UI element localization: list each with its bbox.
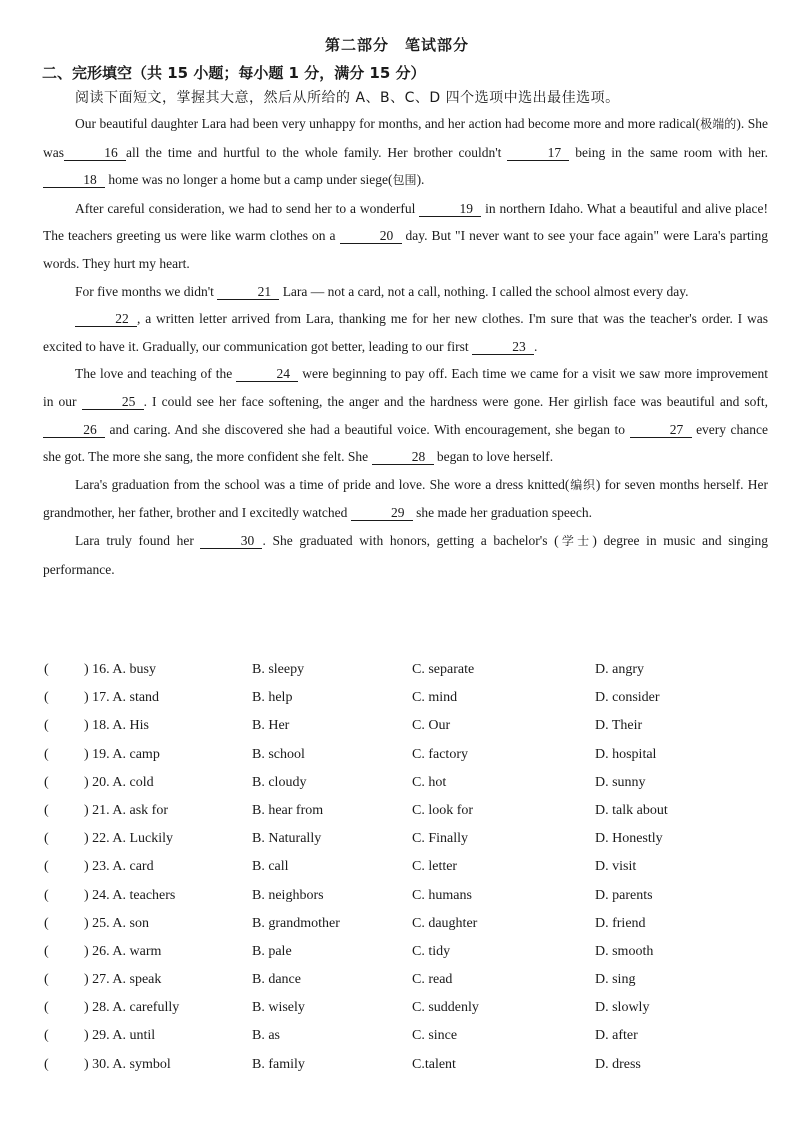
question-18 [44,718,764,746]
question-27 [44,972,764,1000]
passage-text: began to love herself. [436,449,554,465]
passage-text: all the time and hurtful to the whole family. Her brother couldn't [126,144,502,160]
passage-text: ) degree in music and singing performance. [43,532,768,577]
option-c: C. Finally [412,831,469,847]
question-16 [44,662,764,690]
passage-text: and caring. And she discovered she had a beautiful voice. With encouragement, she began to [109,421,626,437]
paragraph-5 [43,360,768,470]
option-c: C. read [412,972,453,988]
blank-16: 16 [64,146,126,161]
option-b: B. call [252,859,289,875]
passage-text: being in the same room with her. [575,144,768,160]
option-b: B. cloudy [252,774,307,790]
passage-text: in northern Idaho. What a beautiful and alive place! The teachers greeting us were like warm clothes on a [43,200,769,244]
passage-text: After careful consideration, we had to send her to a wonderful [75,200,416,216]
option-c: C. since [412,1028,458,1044]
question-19 [44,747,764,775]
option-a: ) 25. A. son [84,915,149,931]
option-c: C. separate [412,662,475,677]
question-25 [44,916,764,944]
option-d: D. consider [595,690,660,706]
option-d: D. Their [595,718,643,734]
blank-19: 19 [419,202,481,217]
answer-paren[interactable]: ( [44,887,49,903]
question-20 [44,775,764,803]
answer-paren[interactable]: ( [44,972,49,988]
question-24 [44,888,764,916]
blank-17: 17 [507,146,569,161]
passage-text: ). She was [43,116,768,160]
answer-paren[interactable]: ( [44,718,49,734]
option-d: D. angry [595,662,644,677]
answer-paren[interactable]: ( [44,859,49,875]
option-c: C. look for [412,802,474,818]
question-17 [44,690,764,718]
option-d: D. slowly [595,1000,650,1016]
passage-text: . I could see her face softening, the anger and the hardness were gone. Her girlish face was beautiful and soft, [143,393,769,409]
option-b: B. hear from [252,802,324,818]
section-heading: 二、完形填空（共 15 小题；每小题 1 分，满分 15 分） [42,64,426,82]
paragraph-6 [43,471,768,527]
passage-text: . [533,338,538,354]
option-d: D. sunny [595,774,646,790]
answer-paren[interactable]: ( [44,831,49,847]
blank-24: 24 [236,367,298,382]
option-d: D. dress [595,1056,641,1072]
chinese-gloss: 编织 [569,477,596,492]
blank-18: 18 [43,173,105,188]
option-c: C. mind [412,690,458,706]
answer-paren[interactable]: ( [44,774,49,790]
question-21 [44,803,764,831]
option-d: D. parents [595,887,653,903]
instruction-text: 阅读下面短文，掌握其大意，然后从所给的 A、B、C、D 四个选项中选出最佳选项。 [75,90,620,106]
passage-text: For five months we didn't [75,283,214,299]
passage-text: were beginning to pay off. Each time we came for a visit we saw more improvement in our [43,366,769,409]
option-a: ) 20. A. cold [84,774,154,790]
option-d: D. visit [595,859,637,875]
question-26 [44,944,764,972]
passage-text: Lara — not a card, not a call, nothing. I called the school almost every day. [282,283,689,299]
answer-paren[interactable]: ( [44,1056,49,1072]
option-d: D. friend [595,915,646,931]
passage-text: home was no longer a home but a camp under siege( [108,172,393,188]
passage-text: , a written letter arrived from Lara, thanking me for her new clothes. I'm sure that was the teacher's order. I was excited to have it. Gradually, our communication got better, leading to our first [43,311,768,354]
answer-paren[interactable]: ( [44,690,49,706]
option-a: ) 17. A. stand [84,690,160,706]
paragraph-4 [43,305,768,360]
passage-text: Lara's graduation from the school was a time of pride and love. She wore a dress knitted( [75,476,570,492]
blank-25: 25 [82,395,144,410]
blank-30: 30 [200,534,262,549]
option-a: ) 19. A. camp [84,746,160,762]
option-b: B. grandmother [252,915,340,931]
answer-paren[interactable]: ( [44,662,49,677]
option-c: C. suddenly [412,1000,479,1016]
answer-paren[interactable]: ( [44,915,49,931]
option-d: D. after [595,1028,638,1044]
option-b: B. dance [252,972,301,988]
page-title: 第二部分 笔试部分 [324,36,469,54]
passage-text: day. But "I never want to see your face again" were Lara's parting words. They hurt my heart. [43,228,768,271]
option-c: C. tidy [412,943,451,959]
option-d: D. Honestly [595,831,663,847]
option-a: ) 26. A. warm [84,943,162,959]
option-b: B. wisely [252,1000,305,1016]
question-29 [44,1028,764,1056]
option-b: B. as [252,1028,280,1044]
passage-text: ) for seven months herself. Her grandmother, her father, brother and I excitedly watched [43,476,768,521]
passage-text: Lara truly found her [75,532,194,548]
answer-paren[interactable]: ( [44,1000,49,1016]
question-30 [44,1057,764,1085]
passage-text: The love and teaching of the [75,366,233,382]
option-b: B. family [252,1056,305,1072]
option-a: ) 16. A. busy [84,662,156,677]
blank-29: 29 [351,506,413,521]
answer-paren[interactable]: ( [44,1028,49,1044]
option-c: C. humans [412,887,472,903]
option-a: ) 23. A. card [84,859,154,875]
option-c: C. factory [412,746,468,762]
option-b: B. help [252,690,293,706]
chinese-gloss: 包围 [392,173,417,188]
option-a: ) 30. A. symbol [84,1056,171,1072]
blank-20: 20 [340,229,402,244]
option-a: ) 21. A. ask for [84,802,168,818]
question-22 [44,831,764,859]
passage-text: . She graduated with honors, getting a bachelor's ( [262,532,559,548]
option-c: C. hot [412,774,447,790]
answer-paren[interactable]: ( [44,943,49,959]
blank-23: 23 [472,340,534,355]
passage-text: ). [416,172,425,188]
chinese-gloss: 学士 [558,533,593,548]
option-d: D. hospital [595,746,657,762]
paragraph-2 [43,195,768,278]
question-28 [44,1000,764,1028]
option-b: B. school [252,746,305,762]
option-b: B. neighbors [252,887,324,903]
passage-text: every chance she got. The more she sang, the more confident she felt. She [43,421,769,465]
blank-26: 26 [43,423,105,438]
paragraph-3 [43,278,768,306]
option-d: D. sing [595,972,636,988]
answer-paren[interactable]: ( [44,802,49,818]
answer-paren[interactable]: ( [44,746,49,762]
paragraph-7 [43,527,768,583]
option-c: C. Our [412,718,451,734]
blank-22: 22 [75,312,137,327]
option-b: B. pale [252,943,292,959]
option-d: D. talk about [595,802,668,818]
option-a: ) 29. A. until [84,1028,156,1044]
option-a: ) 22. A. Luckily [84,831,174,847]
paragraph-1 [43,110,768,195]
option-c: C. letter [412,859,458,875]
option-c: C. daughter [412,915,478,931]
option-b: B. Naturally [252,831,322,847]
option-c: C.talent [412,1056,456,1072]
option-a: ) 24. A. teachers [84,887,176,903]
cloze-passage [43,110,768,583]
option-a: ) 18. A. His [84,718,149,734]
question-23 [44,859,764,887]
chinese-gloss: 极端的 [700,117,737,131]
option-a: ) 28. A. carefully [84,1000,180,1016]
option-b: B. sleepy [252,662,305,677]
blank-21: 21 [217,285,279,300]
passage-text: she made her graduation speech. [416,505,592,521]
option-b: B. Her [252,718,290,734]
option-a: ) 27. A. speak [84,972,162,988]
option-d: D. smooth [595,943,654,959]
blank-28: 28 [372,450,434,465]
blank-27: 27 [630,423,692,438]
options-list [44,662,764,1085]
passage-text: Our beautiful daughter Lara had been very unhappy for months, and her action had become more and more radical( [75,116,701,131]
